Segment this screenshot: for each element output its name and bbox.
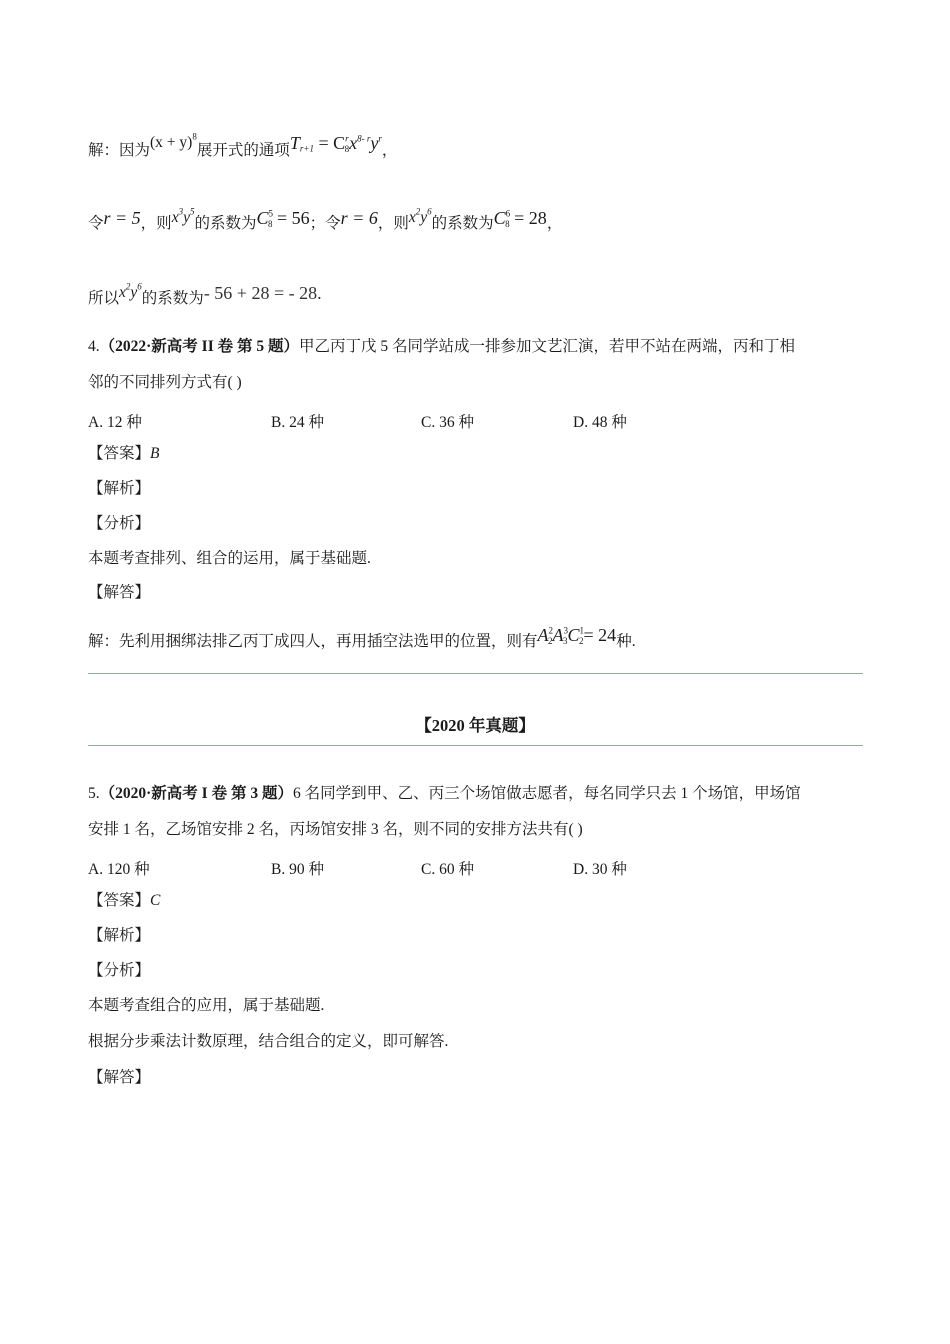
binomial-base: (x + y) — [150, 134, 193, 151]
question-text: 安排 1 名，乙场馆安排 2 名，丙场馆安排 3 名，则不同的安排方法共有( ) — [88, 821, 583, 838]
x-symbol: x — [349, 133, 358, 153]
x-exponent: 3 — [178, 206, 184, 217]
text: ，则 — [140, 215, 172, 232]
general-term-formula — [290, 133, 382, 153]
result-value: - 56 + 28 = - 28. — [203, 283, 322, 303]
y-exponent: 6 — [137, 281, 142, 292]
r-equals-5: r = 5 — [103, 208, 141, 228]
x-exponent: 8- r — [357, 133, 371, 144]
option-a: A. 120 种 — [88, 861, 150, 878]
c-subscript: 8 — [505, 218, 510, 229]
option-b: B. 90 种 — [271, 861, 324, 878]
fenxi-label: 【分析】 — [88, 962, 151, 979]
fenxi-label: 【分析】 — [88, 515, 151, 532]
c86-value: $C^6_8 = 28$ — [493, 208, 547, 229]
term-x2y6: $x^2y^6$ — [408, 206, 432, 226]
equals-c: = C — [313, 133, 346, 153]
y-exponent: r — [378, 133, 382, 144]
answer-label: 【答案】 — [88, 445, 151, 462]
answer-line — [88, 893, 160, 909]
c-subscript: 8 — [268, 218, 273, 229]
fenxi-text-2: 根据分步乘法计数原理，结合组合的定义，即可解答. — [88, 1033, 449, 1050]
arrangement-formula: $A^2_2A^3_3C^1_2= 24$ — [537, 625, 617, 646]
x-symbol: x — [171, 209, 179, 226]
option-d: D. 30 种 — [573, 861, 627, 878]
text: 令 — [88, 215, 104, 232]
question-source: （2020·新高考 I 卷 第 3 题） — [99, 785, 293, 802]
fenxi-text: 本题考查组合的应用，属于基础题. — [88, 997, 325, 1014]
solution-line — [88, 625, 636, 650]
text: 的系数为 — [141, 290, 204, 307]
question-4-line2 — [88, 375, 242, 391]
term-x3y5: $x^3y^5$ — [171, 206, 195, 226]
solution-formula-line — [88, 131, 398, 159]
answer-value: C — [150, 892, 161, 909]
text: 的系数为 — [431, 215, 494, 232]
jieda-label: 【解答】 — [88, 1069, 151, 1086]
question-number: 5. — [88, 785, 100, 802]
x-exponent: 2 — [415, 206, 421, 217]
c-superscript: r — [345, 133, 349, 144]
binomial — [150, 131, 197, 151]
text: 的系数为 — [194, 215, 257, 232]
jieda-label: 【解答】 — [88, 584, 151, 601]
y-exponent: 6 — [427, 206, 432, 217]
solution-result-line — [88, 281, 322, 307]
divider-top — [88, 673, 863, 674]
solution-coefficient-line — [88, 206, 563, 232]
x-exponent: 2 — [125, 281, 131, 292]
binomial-exponent: 8 — [192, 131, 197, 142]
answer-value: B — [150, 445, 160, 462]
divider-bottom — [88, 745, 863, 746]
text: ， — [546, 215, 563, 232]
text: 展开式的通项 — [196, 142, 290, 159]
t-symbol: T — [289, 133, 300, 153]
question-source: （2022·新高考 II 卷 第 5 题） — [99, 338, 299, 355]
c85-value — [256, 208, 309, 228]
option-c: C. 36 种 — [421, 414, 474, 431]
text: ，则 — [377, 215, 409, 232]
text: ， — [381, 142, 398, 159]
r-equals-6: r = 6 — [340, 208, 378, 228]
question-number: 4. — [88, 338, 100, 355]
question-5-line2 — [88, 822, 583, 838]
text: ；令 — [309, 215, 341, 232]
question-text: 6 名同学到甲、乙、丙三个场馆做志愿者，每名同学只去 1 个场馆，甲场馆 — [292, 785, 801, 802]
section-title: 【2020 年真题】 — [415, 716, 535, 735]
answer-label: 【答案】 — [88, 892, 151, 909]
c85-equals: = 56 — [272, 208, 310, 228]
analysis-label: 【解析】 — [88, 480, 151, 497]
fenxi-text: 本题考查排列、组合的运用，属于基础题. — [88, 550, 371, 567]
option-d: D. 48 种 — [573, 414, 627, 431]
question-5-line1 — [88, 786, 801, 802]
text: 解：因为 — [88, 142, 151, 159]
question-text: 邻的不同排列方式有( ) — [88, 374, 242, 391]
question-text: 甲乙丙丁戊 5 名同学站成一排参加文艺汇演，若甲不站在两端，丙和丁相 — [298, 338, 795, 355]
option-c: C. 60 种 — [421, 861, 474, 878]
c86-equals: = 28 — [509, 208, 547, 228]
y-symbol: y — [370, 133, 379, 153]
option-b: B. 24 种 — [271, 414, 324, 431]
y-exponent: 5 — [189, 206, 195, 217]
question-4-line1 — [88, 339, 795, 355]
c-superscript: 5 — [268, 208, 273, 219]
c-subscript: 8 — [344, 143, 350, 154]
solution-text: 解：先利用捆绑法排乙丙丁成四人，再用插空法选甲的位置，则有 — [88, 633, 538, 650]
formula-value: = 24 — [583, 625, 617, 645]
c-symbol: C — [256, 208, 269, 228]
solution-suffix: 种. — [616, 633, 636, 650]
option-a: A. 12 种 — [88, 414, 142, 431]
text: 所以 — [88, 290, 120, 307]
answer-line — [88, 446, 159, 462]
t-subscript: r+1 — [299, 143, 314, 154]
term-x2y6: $x^2y^6$ — [119, 281, 142, 301]
c-superscript: 6 — [505, 208, 511, 219]
analysis-label: 【解析】 — [88, 927, 151, 944]
